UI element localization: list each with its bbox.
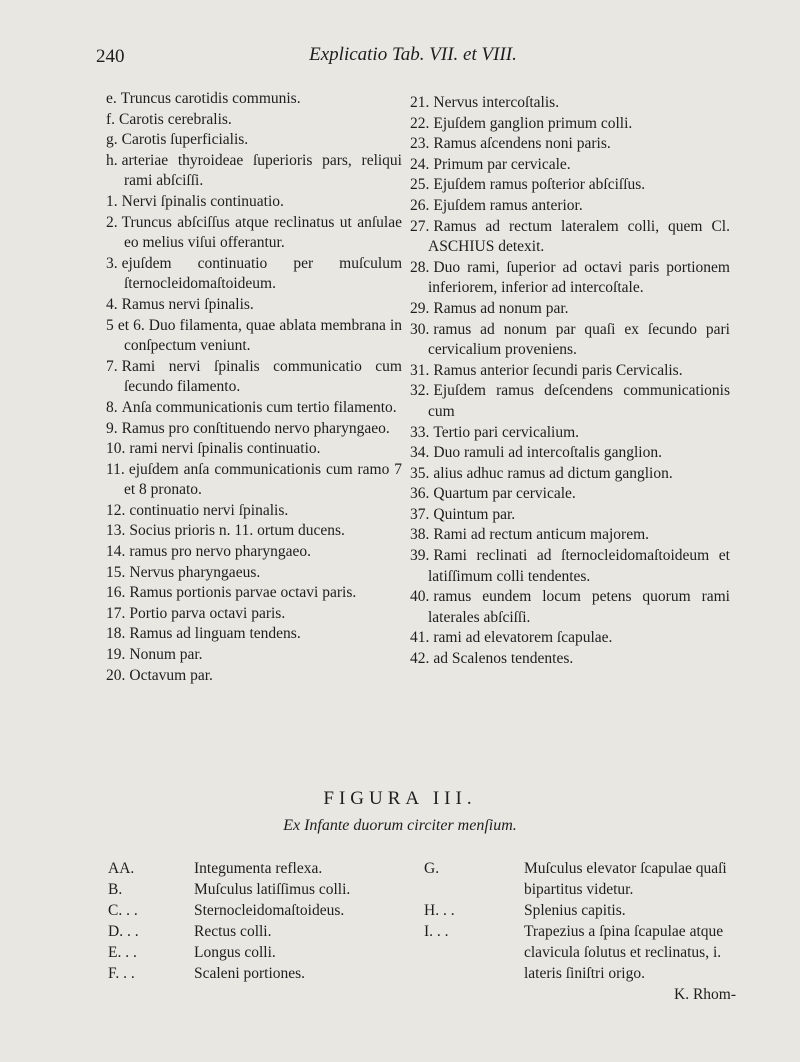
entry-number: f. xyxy=(106,110,116,128)
legend-key: I. . . xyxy=(424,923,449,940)
entry-text: ramus eundem locum petens quorum rami laterales abſciſſi. xyxy=(428,588,730,626)
legend-item xyxy=(108,942,408,963)
entry-text: Nervus intercoſtalis. xyxy=(433,94,560,111)
explanation-entry xyxy=(106,666,402,687)
legend-item xyxy=(108,921,408,942)
entry-number: 12. xyxy=(106,501,126,519)
entry-number: 32. xyxy=(410,382,430,400)
entry-number: 9. xyxy=(106,419,118,437)
explanation-entry xyxy=(410,114,730,135)
explanation-entry xyxy=(106,89,402,110)
entry-number: 35. xyxy=(410,464,430,482)
legend-item xyxy=(424,900,744,921)
entry-text: Truncus abſciſſus atque reclinatus ut anſulae eo melius viſui offerantur. xyxy=(121,213,402,252)
explanation-entry xyxy=(410,134,730,155)
legend-right xyxy=(424,858,744,1005)
explanation-entry xyxy=(106,213,402,254)
explanation-entry xyxy=(106,419,402,440)
entry-number: 26. xyxy=(410,196,430,214)
entry-number: 18. xyxy=(106,625,126,643)
legend-item xyxy=(108,900,408,921)
legend-item xyxy=(424,858,744,900)
entry-number: 41. xyxy=(410,629,430,647)
explanation-entry xyxy=(410,443,730,464)
entry-text: Ramus nervi ſpinalis. xyxy=(121,295,254,313)
entry-text: Ramus ad rectum lateralem colli, quem Cl. ASCHIUS detexit. xyxy=(428,217,730,256)
entry-text: rami ad elevatorem ſcapulae. xyxy=(433,629,613,647)
explanation-entry xyxy=(106,563,402,584)
legend-text: Longus colli. xyxy=(194,944,276,961)
explanation-entry xyxy=(410,93,730,114)
explanation-entry xyxy=(106,295,402,316)
entry-number: 11. xyxy=(106,460,125,478)
explanation-entry xyxy=(410,587,730,628)
legend-key: F. . . xyxy=(108,965,135,982)
legend-text: Muſculus elevator ſcapulae quaſi bipartitus videtur. xyxy=(524,860,727,898)
legend-key: H. . . xyxy=(424,902,455,919)
entry-text: Octavum par. xyxy=(129,666,213,684)
entry-number: 28. xyxy=(410,258,430,276)
explanation-entry xyxy=(410,525,730,546)
legend-key: B. xyxy=(108,881,123,898)
entry-text: Nonum par. xyxy=(129,646,203,664)
explanation-entry xyxy=(106,501,402,522)
entry-number: 42. xyxy=(410,650,430,668)
entry-number: 25. xyxy=(410,176,430,194)
entry-text: alius adhuc ramus ad dictum ganglion. xyxy=(433,464,673,482)
explanation-entry xyxy=(106,604,402,625)
explanation-entry xyxy=(410,423,730,444)
entry-number: 33. xyxy=(410,423,430,441)
entry-number: 31. xyxy=(410,361,430,379)
entry-text: Quartum par cervicale. xyxy=(433,485,576,503)
entry-number: 29. xyxy=(410,299,430,317)
entry-number: 30. xyxy=(410,320,430,338)
explanation-entry xyxy=(410,464,730,485)
entry-number: 7. xyxy=(106,357,118,375)
explanation-entry xyxy=(410,361,730,382)
legend-left xyxy=(108,858,408,984)
entry-text: arteriae thyroideae ſuperioris pars, reliqui rami abſciſſi. xyxy=(121,151,402,190)
legend-item xyxy=(108,963,408,984)
legend-text: Trapezius a ſpina ſcapulae atque clavicula ſolutus et reclinatus, i. lateris ſiniſtri origo. xyxy=(524,923,724,982)
entry-text: Truncus carotidis communis. xyxy=(120,90,301,107)
entry-text: ramus ad nonum par quaſi ex ſecundo pari cervicalium proveniens. xyxy=(428,320,730,359)
explanation-entry xyxy=(106,130,402,151)
entry-number: 3. xyxy=(106,254,118,272)
explanation-entry xyxy=(106,624,402,645)
explanation-entry xyxy=(106,110,402,131)
entry-number: h. xyxy=(106,151,118,169)
explanation-entry xyxy=(410,320,730,361)
explanation-entry xyxy=(410,484,730,505)
explanation-entry xyxy=(106,192,402,213)
entry-text: Rami reclinati ad ſternocleidomaſtoideum et latiſſimum colli tendentes. xyxy=(428,547,730,585)
page-header xyxy=(96,44,730,74)
entry-text: Ramus portionis parvae octavi paris. xyxy=(129,584,357,602)
entry-text: Quintum par. xyxy=(433,505,516,523)
entry-text: ramus pro nervo pharyngaeo. xyxy=(129,543,312,561)
entry-number: 4. xyxy=(106,295,118,313)
entry-text: Rami nervi ſpinalis communicatio cum ſecundo filamento. xyxy=(121,357,402,396)
entry-text: Carotis cerebralis. xyxy=(119,110,232,128)
entry-text: Ramus aſcendens noni paris. xyxy=(433,135,611,153)
entry-text: Nervi ſpinalis continuatio. xyxy=(121,192,284,210)
entry-number: 17. xyxy=(106,604,126,622)
legend-text: Sternocleidomaſtoideus. xyxy=(194,902,345,919)
explanation-entry xyxy=(410,299,730,320)
explanation-entry xyxy=(410,381,730,422)
entry-number: 13. xyxy=(106,522,126,540)
explanation-entry xyxy=(410,217,730,258)
entry-text: ejuſdem anſa communicationis cum ramo 7 et 8 pronato. xyxy=(124,460,402,499)
entry-number: 27. xyxy=(410,217,430,235)
entry-text: Duo rami, ſuperior ad octavi paris portionem inferiorem, inferior ad intercoſtale. xyxy=(428,258,730,297)
entry-number: 24. xyxy=(410,155,430,173)
entry-text: Ejuſdem ramus anterior. xyxy=(433,196,583,214)
entry-number: 36. xyxy=(410,485,430,503)
entry-number: 34. xyxy=(410,444,430,462)
explanation-entry xyxy=(410,628,730,649)
entry-number: 21. xyxy=(410,94,430,111)
legend-text: Splenius capitis. xyxy=(524,902,626,919)
legend-key: C. . . xyxy=(108,902,138,919)
explanation-entry xyxy=(106,151,402,192)
entry-number: 19. xyxy=(106,646,126,664)
entry-text: continuatio nervi ſpinalis. xyxy=(129,501,289,519)
entry-text: Primum par cervicale. xyxy=(433,155,571,173)
entry-number: 2. xyxy=(106,213,118,231)
explanation-entry xyxy=(106,357,402,398)
legend-key: G. xyxy=(424,860,440,877)
entry-number: 40. xyxy=(410,588,430,606)
explanation-entry xyxy=(410,155,730,176)
catchword: K. Rhom- xyxy=(674,986,736,1003)
explanation-entry xyxy=(410,196,730,217)
explanation-entry xyxy=(410,649,730,670)
entry-number: g. xyxy=(106,131,118,149)
figure-subheading: Ex Infante duorum circiter menſium. xyxy=(283,817,517,834)
entry-text: Carotis ſuperficialis. xyxy=(121,131,249,149)
entry-number: 38. xyxy=(410,526,430,544)
entry-text: Duo filamenta, quae ablata membrana in conſpectum veniunt. xyxy=(124,316,403,355)
explanation-entry xyxy=(410,175,730,196)
entry-number: 8. xyxy=(106,398,118,416)
legend-key: D. . . xyxy=(108,923,139,940)
legend-key: E. . . xyxy=(108,944,137,961)
entry-number: 22. xyxy=(410,114,430,132)
explanation-entry xyxy=(106,521,402,542)
explanation-entry xyxy=(410,258,730,299)
entry-text: Nervus pharyngaeus. xyxy=(129,563,261,581)
entry-number: 39. xyxy=(410,547,430,565)
entry-text: Ejuſdem ganglion primum colli. xyxy=(433,114,633,132)
entry-text: ad Scalenos tendentes. xyxy=(433,650,574,668)
entry-text: Portio parva octavi paris. xyxy=(129,604,286,622)
entry-text: rami nervi ſpinalis continuatio. xyxy=(129,440,321,458)
entry-text: Ejuſdem ramus deſcendens communicationis cum xyxy=(428,382,730,420)
explanation-entry xyxy=(106,542,402,563)
entry-text: Ejuſdem ramus poſterior abſciſſus. xyxy=(433,176,646,194)
entry-text: Ramus pro conſtituendo nervo pharyngaeo. xyxy=(121,419,390,437)
entry-number: 23. xyxy=(410,135,430,153)
entry-text: Ramus ad linguam tendens. xyxy=(129,625,301,643)
entry-number: e. xyxy=(106,90,117,107)
figure-heading: FIGURA III. xyxy=(323,788,477,809)
entry-number: 1. xyxy=(106,192,118,210)
legend-item xyxy=(108,858,408,879)
entry-number: 14. xyxy=(106,543,126,561)
running-title: Explicatio Tab. VII. et VIII. xyxy=(309,44,517,65)
entry-text: Rami ad rectum anticum majorem. xyxy=(433,526,650,544)
explanation-entry xyxy=(106,460,402,501)
explanation-entry xyxy=(410,546,730,587)
legend-item xyxy=(424,921,744,984)
entry-number: 10. xyxy=(106,440,126,458)
entry-number: 20. xyxy=(106,666,126,684)
entry-number: 5 et 6. xyxy=(106,316,145,334)
legend-text: Muſculus latiſſimus colli. xyxy=(194,881,351,898)
entry-number: 16. xyxy=(106,584,126,602)
legend-text: Rectus colli. xyxy=(194,923,272,940)
entry-text: ejuſdem continuatio per muſculum ſternocleidomaſtoideum. xyxy=(121,254,402,293)
legend-text: Integumenta reflexa. xyxy=(194,860,323,877)
entry-text: Duo ramuli ad intercoſtalis ganglion. xyxy=(433,444,662,462)
explanation-entry xyxy=(106,398,402,419)
explanation-entry xyxy=(106,316,402,357)
explanation-entry xyxy=(106,439,402,460)
explanation-entry xyxy=(106,254,402,295)
legend-item xyxy=(108,879,408,900)
entry-number: 15. xyxy=(106,563,126,581)
explanation-entry xyxy=(106,645,402,666)
right-column xyxy=(410,93,730,670)
explanation-entry xyxy=(106,583,402,604)
entry-text: Ramus ad nonum par. xyxy=(433,299,569,317)
page-number: 240 xyxy=(96,46,125,67)
entry-text: Ramus anterior ſecundi paris Cervicalis. xyxy=(433,361,683,379)
entry-text: Socius prioris n. 11. ortum ducens. xyxy=(129,522,345,540)
entry-number: 37. xyxy=(410,505,430,523)
explanation-entry xyxy=(410,505,730,526)
entry-text: Tertio pari cervicalium. xyxy=(433,423,580,441)
entry-text: Anſa communicationis cum tertio filamento. xyxy=(121,398,397,416)
left-column xyxy=(106,89,402,686)
legend-text: Scaleni portiones. xyxy=(194,965,306,982)
legend-key: AA. xyxy=(108,860,135,877)
